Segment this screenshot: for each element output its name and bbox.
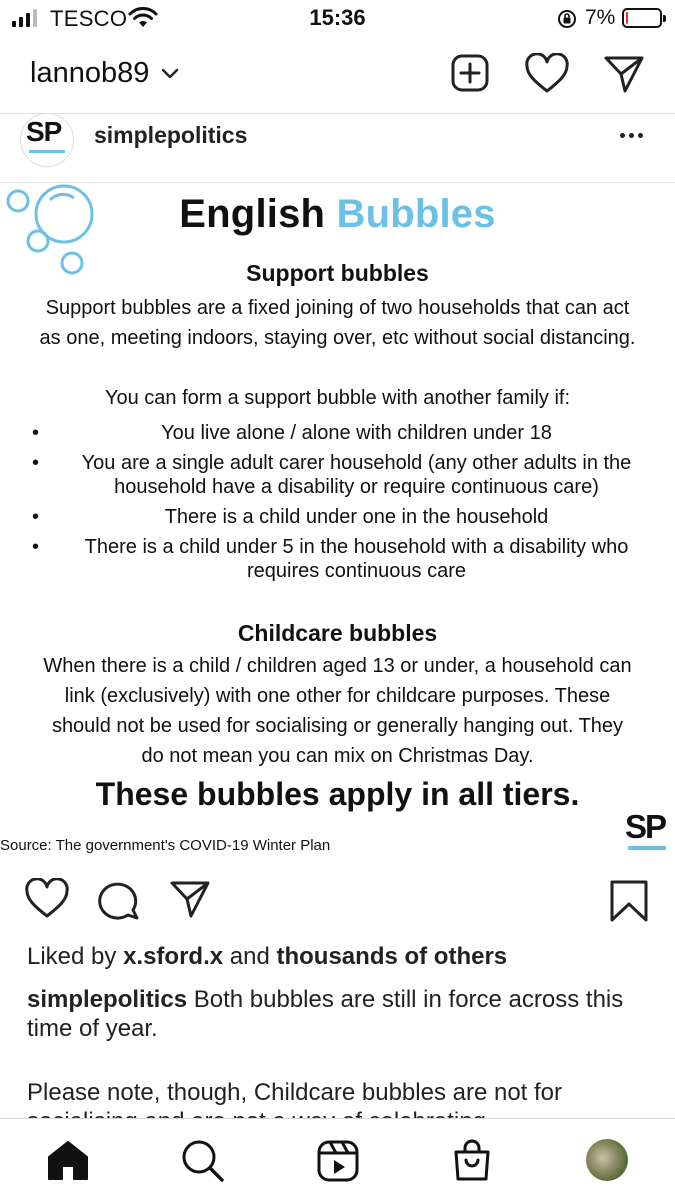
- more-options-icon[interactable]: [620, 133, 643, 138]
- account-switcher[interactable]: [30, 57, 179, 90]
- chevron-down-icon: [161, 68, 179, 80]
- support-bubbles-intro: You can form a support bubble with another family if:: [104, 387, 571, 409]
- sp-logo: [625, 808, 670, 852]
- caption-more-text: Please note, though, Childcare bubbles are not for: [27, 1079, 563, 1106]
- support-bubbles-heading: Support bubbles: [246, 260, 429, 286]
- title-word-bubbles: Bubbles: [336, 192, 496, 236]
- home-icon[interactable]: [46, 1139, 90, 1181]
- rotation-lock-icon: [556, 8, 578, 30]
- childcare-line: link (exclusively) with one other for childcare purposes. These: [64, 685, 611, 707]
- battery-percent: 7%: [585, 6, 616, 29]
- caption-username[interactable]: simplepolitics: [27, 986, 188, 1013]
- childcare-line: should not be used for socialising or generally hanging out. They: [51, 715, 624, 737]
- caption-text: Both bubbles are still in force across this time of year.: [27, 986, 624, 1042]
- like-heart-icon[interactable]: [24, 878, 70, 920]
- sp-logo-text: SP: [625, 808, 666, 845]
- liked-by-others[interactable]: thousands of others: [276, 943, 508, 970]
- battery-level: [626, 12, 628, 24]
- image-title: [0, 192, 675, 237]
- support-bubbles-line-2: as one, meeting indoors, staying over, etc without social distancing.: [39, 327, 636, 349]
- battery-icon: [622, 8, 662, 28]
- emphasis-text: These bubbles apply in all tiers.: [95, 776, 580, 812]
- share-icon[interactable]: [168, 878, 212, 920]
- childcare-line: When there is a child / children aged 13 or under, a household can: [43, 655, 632, 677]
- bottom-tab-bar: [0, 1118, 675, 1200]
- post-caption: [27, 985, 647, 1043]
- reels-icon[interactable]: [316, 1139, 360, 1183]
- title-word-english: English: [179, 192, 326, 236]
- heart-icon[interactable]: [524, 53, 570, 95]
- likes-summary[interactable]: [27, 943, 507, 971]
- childcare-line: do not mean you can mix on Christmas Day.: [141, 745, 534, 767]
- shop-icon[interactable]: [452, 1139, 492, 1183]
- post-image[interactable]: English Bubbles Support bubbles Support bubbles are a fixed joining of two households that can act as one, meeting indoors, staying over, etc without social distancing. You can form a support bubble with another family if: • You live alone / alone with children under 18 • You are a single adult carer household (any other adults in the household have a disability or require continuous care) • There is a child under one in the household • There is a child under 5 in the household with a disability who requires continuous care Childcare bubbles When there is a child / children aged 13 or under, a household can link (exclusively) with one other for childcare purposes. These should not be used for socialising or generally hanging out. They do not mean you can mix on Christmas Day. These bubbles apply in all tiers. Source: The government's COVID-19 Winter Plan SP: [0, 184, 675, 864]
- status-time: 15:36: [309, 5, 366, 30]
- author-username[interactable]: simplepolitics: [94, 122, 248, 148]
- liked-by-user[interactable]: x.sford.x: [123, 943, 224, 970]
- liked-by-label: Liked by: [27, 943, 117, 970]
- support-bubbles-line-1: Support bubbles are a fixed joining of two households that can act: [45, 297, 630, 319]
- bookmark-icon[interactable]: [609, 879, 649, 923]
- carrier-name: TESCO: [50, 6, 128, 31]
- top-nav: [0, 40, 675, 114]
- search-icon[interactable]: [180, 1139, 226, 1183]
- status-bar: [0, 0, 675, 38]
- comment-icon[interactable]: [97, 879, 141, 921]
- childcare-bubbles-heading: Childcare bubbles: [237, 620, 438, 646]
- direct-message-icon[interactable]: [602, 53, 646, 95]
- account-name: lannob89: [30, 57, 150, 89]
- new-post-icon[interactable]: [450, 53, 490, 93]
- author-avatar[interactable]: [20, 113, 74, 167]
- profile-avatar[interactable]: [586, 1139, 628, 1181]
- post-header: [0, 115, 675, 183]
- liked-by-and: and: [229, 943, 270, 970]
- source-note: Source: The government's COVID-19 Winter Plan: [0, 837, 331, 854]
- author-avatar-text: SP: [26, 116, 62, 147]
